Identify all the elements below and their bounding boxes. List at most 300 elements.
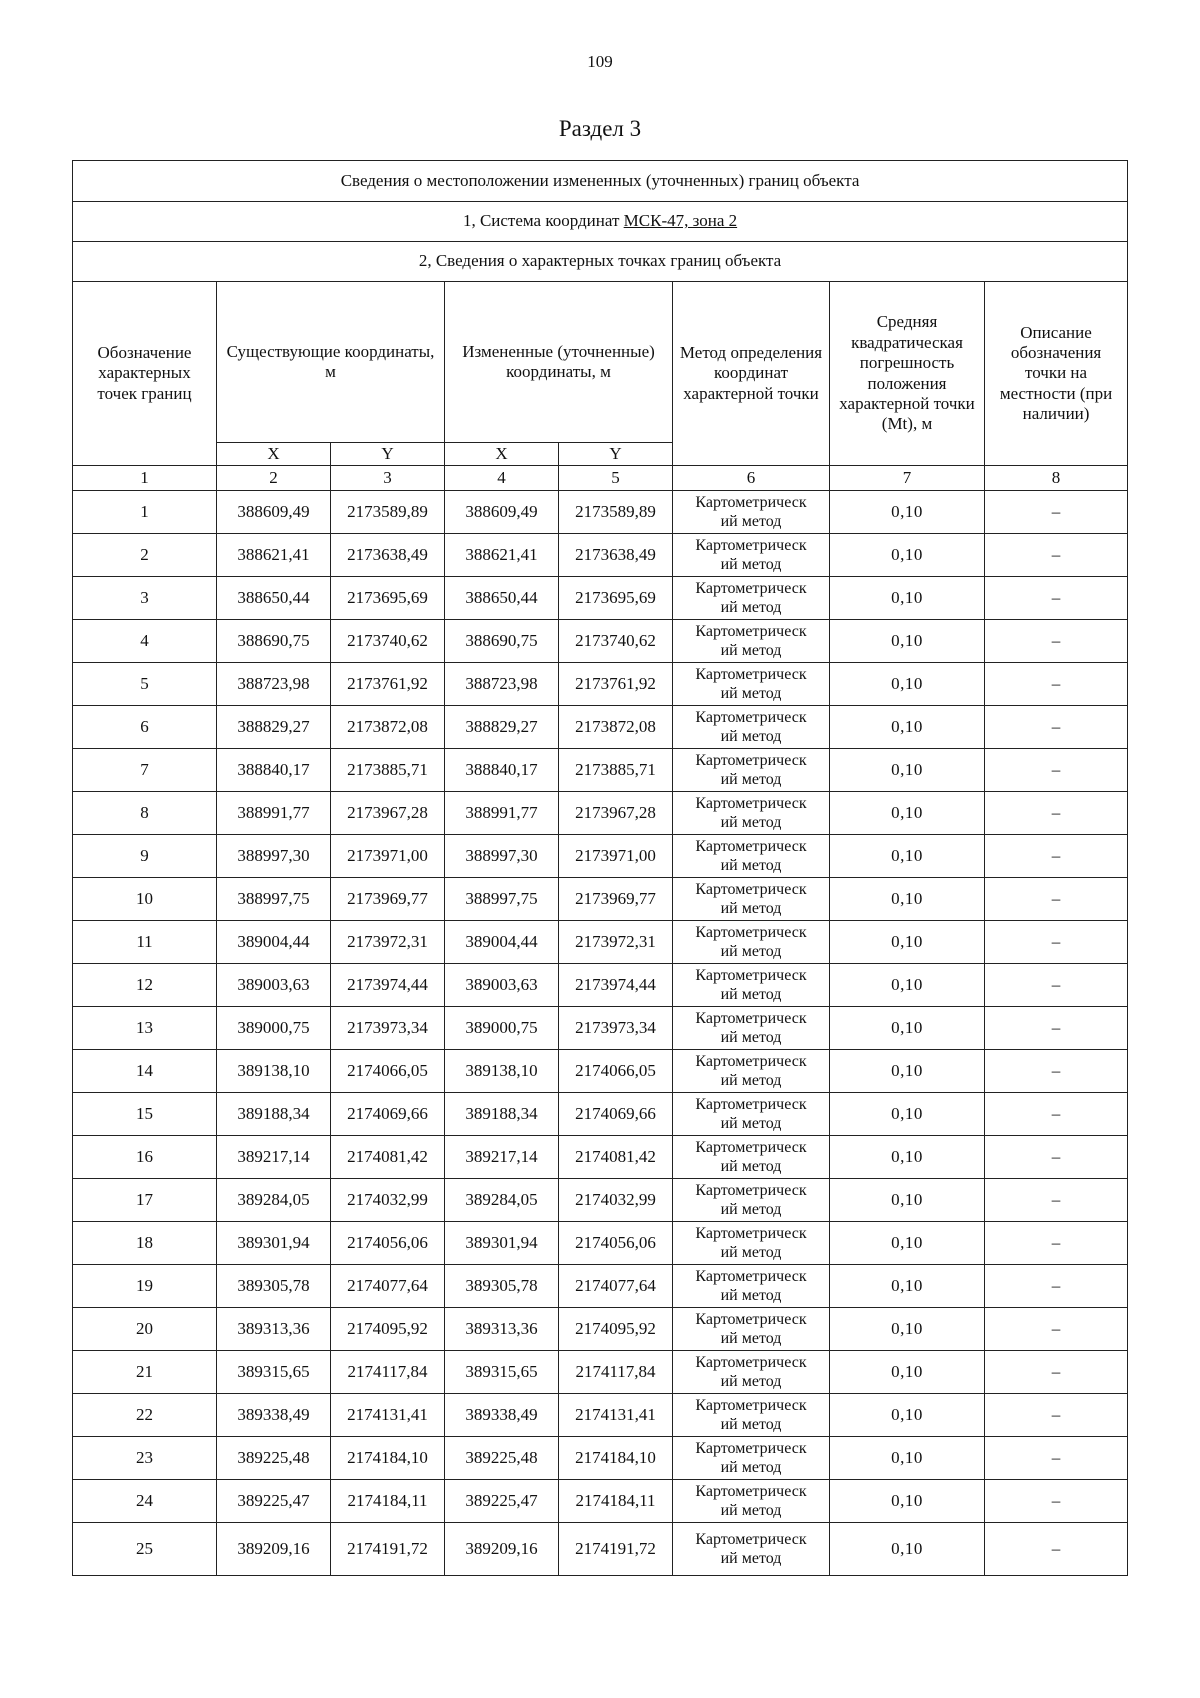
changed-y: 2174077,64 <box>559 1265 673 1308</box>
method-line-2: ий метод <box>720 771 782 788</box>
existing-y: 2174184,10 <box>331 1437 445 1480</box>
existing-x: 388997,75 <box>217 878 331 921</box>
mt-value: 0,10 <box>830 1523 985 1576</box>
method-line-1: Картометрическ <box>695 1138 807 1156</box>
changed-y: 2173971,00 <box>559 835 673 878</box>
point-description: – <box>985 577 1128 620</box>
point-number: 21 <box>73 1351 217 1394</box>
existing-x: 388723,98 <box>217 663 331 706</box>
header-changed-y: Y <box>559 443 673 466</box>
coord-system-value: МСК-47, зона 2 <box>623 211 738 231</box>
existing-x: 388690,75 <box>217 620 331 663</box>
method-cell <box>673 921 830 964</box>
method-line-1: Картометрическ <box>695 751 807 769</box>
existing-y: 2174066,05 <box>331 1050 445 1093</box>
header-changed-coords: Измененные (уточненные) координаты, м <box>445 282 673 443</box>
point-description: – <box>985 964 1128 1007</box>
boundary-points-table <box>72 160 1128 1576</box>
point-description: – <box>985 1394 1128 1437</box>
method-cell <box>673 577 830 620</box>
coord-system-row <box>73 202 1128 242</box>
table-row <box>73 663 1128 706</box>
column-number: 7 <box>830 466 985 491</box>
changed-y: 2173589,89 <box>559 491 673 534</box>
existing-x: 388997,30 <box>217 835 331 878</box>
method-line-1: Картометрическ <box>695 493 807 511</box>
method-cell <box>673 1050 830 1093</box>
point-description: – <box>985 1093 1128 1136</box>
method-line-1: Картометрическ <box>695 1224 807 1242</box>
mt-value: 0,10 <box>830 1351 985 1394</box>
point-number: 18 <box>73 1222 217 1265</box>
method-line-2: ий метод <box>720 1550 782 1567</box>
table-row <box>73 964 1128 1007</box>
method-line-2: ий метод <box>720 1072 782 1089</box>
existing-x: 388840,17 <box>217 749 331 792</box>
method-line-1: Картометрическ <box>695 1530 807 1548</box>
existing-x: 388829,27 <box>217 706 331 749</box>
method-cell <box>673 792 830 835</box>
table-row <box>73 577 1128 620</box>
table-row <box>73 620 1128 663</box>
method-cell <box>673 1351 830 1394</box>
changed-x: 389000,75 <box>445 1007 559 1050</box>
method-cell <box>673 1480 830 1523</box>
existing-y: 2174056,06 <box>331 1222 445 1265</box>
table-row <box>73 921 1128 964</box>
method-line-1: Картометрическ <box>695 1267 807 1285</box>
point-number: 8 <box>73 792 217 835</box>
method-line-1: Картометрическ <box>695 837 807 855</box>
existing-y: 2173972,31 <box>331 921 445 964</box>
mt-value: 0,10 <box>830 663 985 706</box>
method-line-2: ий метод <box>720 1416 782 1433</box>
method-line-1: Картометрическ <box>695 1181 807 1199</box>
existing-y: 2174095,92 <box>331 1308 445 1351</box>
mt-value: 0,10 <box>830 878 985 921</box>
method-line-1: Картометрическ <box>695 1439 807 1457</box>
changed-x: 388723,98 <box>445 663 559 706</box>
mt-value: 0,10 <box>830 706 985 749</box>
point-description: – <box>985 1480 1128 1523</box>
point-number: 5 <box>73 663 217 706</box>
existing-y: 2173589,89 <box>331 491 445 534</box>
method-line-2: ий метод <box>720 943 782 960</box>
point-number: 25 <box>73 1523 217 1576</box>
changed-y: 2174184,10 <box>559 1437 673 1480</box>
mt-value: 0,10 <box>830 1007 985 1050</box>
method-line-1: Картометрическ <box>695 880 807 898</box>
point-number: 14 <box>73 1050 217 1093</box>
table-row <box>73 792 1128 835</box>
method-line-2: ий метод <box>720 857 782 874</box>
mt-value: 0,10 <box>830 1093 985 1136</box>
method-line-2: ий метод <box>720 1158 782 1175</box>
point-description: – <box>985 921 1128 964</box>
changed-y: 2173967,28 <box>559 792 673 835</box>
changed-x: 388840,17 <box>445 749 559 792</box>
table-row <box>73 534 1128 577</box>
table-row <box>73 1523 1128 1576</box>
method-line-1: Картометрическ <box>695 794 807 812</box>
existing-y: 2174131,41 <box>331 1394 445 1437</box>
header-designation: Обозначение характерных точек границ <box>73 282 217 466</box>
column-numbers-row <box>73 466 1128 491</box>
method-line-1: Картометрическ <box>695 1310 807 1328</box>
existing-x: 389188,34 <box>217 1093 331 1136</box>
point-description: – <box>985 491 1128 534</box>
point-number: 10 <box>73 878 217 921</box>
existing-y: 2174081,42 <box>331 1136 445 1179</box>
changed-x: 388650,44 <box>445 577 559 620</box>
table-row <box>73 1308 1128 1351</box>
mt-value: 0,10 <box>830 1394 985 1437</box>
changed-x: 388690,75 <box>445 620 559 663</box>
method-line-2: ий метод <box>720 728 782 745</box>
existing-y: 2173973,34 <box>331 1007 445 1050</box>
method-line-2: ий метод <box>720 556 782 573</box>
existing-x: 388991,77 <box>217 792 331 835</box>
column-number: 2 <box>217 466 331 491</box>
header-mt: Средняя квадратическая погрешность положения характерной точки (Mt), м <box>830 282 985 466</box>
mt-value: 0,10 <box>830 1222 985 1265</box>
mt-value: 0,10 <box>830 1179 985 1222</box>
method-cell <box>673 663 830 706</box>
existing-x: 389301,94 <box>217 1222 331 1265</box>
mt-value: 0,10 <box>830 921 985 964</box>
changed-y: 2174117,84 <box>559 1351 673 1394</box>
point-number: 24 <box>73 1480 217 1523</box>
existing-y: 2174184,11 <box>331 1480 445 1523</box>
page-number: 109 <box>587 52 613 71</box>
method-line-2: ий метод <box>720 1029 782 1046</box>
existing-x: 389217,14 <box>217 1136 331 1179</box>
points-section-title: 2, Сведения о характерных точках границ объекта <box>73 242 1128 282</box>
mt-value: 0,10 <box>830 964 985 1007</box>
method-cell <box>673 1265 830 1308</box>
method-line-2: ий метод <box>720 1502 782 1519</box>
point-description: – <box>985 749 1128 792</box>
column-number: 3 <box>331 466 445 491</box>
changed-y: 2173885,71 <box>559 749 673 792</box>
mt-value: 0,10 <box>830 749 985 792</box>
method-cell <box>673 1179 830 1222</box>
point-number: 4 <box>73 620 217 663</box>
header-changed-x: X <box>445 443 559 466</box>
changed-x: 389188,34 <box>445 1093 559 1136</box>
changed-y: 2173973,34 <box>559 1007 673 1050</box>
changed-x: 389003,63 <box>445 964 559 1007</box>
method-cell <box>673 1437 830 1480</box>
method-line-1: Картометрическ <box>695 923 807 941</box>
table-row <box>73 1050 1128 1093</box>
point-description: – <box>985 835 1128 878</box>
changed-x: 389225,47 <box>445 1480 559 1523</box>
mt-value: 0,10 <box>830 1308 985 1351</box>
method-cell <box>673 1523 830 1576</box>
changed-y: 2173872,08 <box>559 706 673 749</box>
header-existing-y: Y <box>331 443 445 466</box>
point-description: – <box>985 1136 1128 1179</box>
point-number: 20 <box>73 1308 217 1351</box>
method-line-2: ий метод <box>720 1330 782 1347</box>
existing-y: 2174077,64 <box>331 1265 445 1308</box>
point-description: – <box>985 1437 1128 1480</box>
existing-y: 2174032,99 <box>331 1179 445 1222</box>
existing-y: 2173740,62 <box>331 620 445 663</box>
point-description: – <box>985 1308 1128 1351</box>
method-line-1: Картометрическ <box>695 1095 807 1113</box>
mt-value: 0,10 <box>830 792 985 835</box>
method-line-1: Картометрическ <box>695 665 807 683</box>
existing-x: 389138,10 <box>217 1050 331 1093</box>
existing-x: 389209,16 <box>217 1523 331 1576</box>
existing-x: 389313,36 <box>217 1308 331 1351</box>
changed-x: 389004,44 <box>445 921 559 964</box>
mt-value: 0,10 <box>830 1136 985 1179</box>
changed-x: 389225,48 <box>445 1437 559 1480</box>
table-row <box>73 1351 1128 1394</box>
changed-y: 2174191,72 <box>559 1523 673 1576</box>
header-description: Описание обозначения точки на местности (при наличии) <box>985 282 1128 466</box>
point-description: – <box>985 1222 1128 1265</box>
changed-y: 2173974,44 <box>559 964 673 1007</box>
table-row <box>73 491 1128 534</box>
method-line-1: Картометрическ <box>695 1009 807 1027</box>
changed-y: 2174081,42 <box>559 1136 673 1179</box>
point-number: 3 <box>73 577 217 620</box>
point-description: – <box>985 1179 1128 1222</box>
existing-x: 389315,65 <box>217 1351 331 1394</box>
point-number: 15 <box>73 1093 217 1136</box>
point-description: – <box>985 620 1128 663</box>
method-line-1: Картометрическ <box>695 579 807 597</box>
existing-x: 389305,78 <box>217 1265 331 1308</box>
mt-value: 0,10 <box>830 620 985 663</box>
point-description: – <box>985 1351 1128 1394</box>
method-line-2: ий метод <box>720 986 782 1003</box>
point-description: – <box>985 663 1128 706</box>
mt-value: 0,10 <box>830 534 985 577</box>
method-line-2: ий метод <box>720 1201 782 1218</box>
existing-x: 388609,49 <box>217 491 331 534</box>
point-number: 16 <box>73 1136 217 1179</box>
point-description: – <box>985 792 1128 835</box>
existing-y: 2174117,84 <box>331 1351 445 1394</box>
method-cell <box>673 620 830 663</box>
changed-x: 389284,05 <box>445 1179 559 1222</box>
method-line-2: ий метод <box>720 685 782 702</box>
method-line-2: ий метод <box>720 1287 782 1304</box>
header-existing-coords: Существующие координаты, м <box>217 282 445 443</box>
method-line-1: Картометрическ <box>695 1482 807 1500</box>
point-description: – <box>985 534 1128 577</box>
point-description: – <box>985 1050 1128 1093</box>
method-line-2: ий метод <box>720 1115 782 1132</box>
point-description: – <box>985 1007 1128 1050</box>
changed-x: 389301,94 <box>445 1222 559 1265</box>
column-number: 6 <box>673 466 830 491</box>
column-number: 8 <box>985 466 1128 491</box>
point-description: – <box>985 878 1128 921</box>
table-row <box>73 1136 1128 1179</box>
table-row <box>73 1179 1128 1222</box>
changed-y: 2173761,92 <box>559 663 673 706</box>
changed-x: 389209,16 <box>445 1523 559 1576</box>
method-cell <box>673 1222 830 1265</box>
method-line-2: ий метод <box>720 599 782 616</box>
mt-value: 0,10 <box>830 1480 985 1523</box>
changed-y: 2173972,31 <box>559 921 673 964</box>
existing-x: 389225,48 <box>217 1437 331 1480</box>
method-cell <box>673 534 830 577</box>
existing-y: 2174069,66 <box>331 1093 445 1136</box>
changed-x: 388997,75 <box>445 878 559 921</box>
column-number: 5 <box>559 466 673 491</box>
method-cell <box>673 835 830 878</box>
column-number: 4 <box>445 466 559 491</box>
changed-y: 2173740,62 <box>559 620 673 663</box>
existing-y: 2173695,69 <box>331 577 445 620</box>
method-line-2: ий метод <box>720 814 782 831</box>
method-cell <box>673 964 830 1007</box>
coord-system-prefix: 1, Система координат <box>462 211 624 231</box>
table-row <box>73 706 1128 749</box>
method-line-1: Картометрическ <box>695 1052 807 1070</box>
changed-y: 2174095,92 <box>559 1308 673 1351</box>
existing-x: 388650,44 <box>217 577 331 620</box>
point-number: 1 <box>73 491 217 534</box>
changed-x: 388997,30 <box>445 835 559 878</box>
point-number: 2 <box>73 534 217 577</box>
changed-x: 389305,78 <box>445 1265 559 1308</box>
point-number: 22 <box>73 1394 217 1437</box>
method-line-2: ий метод <box>720 1459 782 1476</box>
point-description: – <box>985 1265 1128 1308</box>
changed-y: 2173969,77 <box>559 878 673 921</box>
point-number: 9 <box>73 835 217 878</box>
header-method: Метод определения координат характерной точки <box>673 282 830 466</box>
existing-x: 389284,05 <box>217 1179 331 1222</box>
point-description: – <box>985 706 1128 749</box>
point-number: 6 <box>73 706 217 749</box>
changed-y: 2174032,99 <box>559 1179 673 1222</box>
changed-y: 2174056,06 <box>559 1222 673 1265</box>
table-row <box>73 835 1128 878</box>
changed-y: 2174131,41 <box>559 1394 673 1437</box>
method-line-2: ий метод <box>720 900 782 917</box>
method-cell <box>673 706 830 749</box>
method-line-2: ий метод <box>720 1373 782 1390</box>
existing-x: 389225,47 <box>217 1480 331 1523</box>
existing-y: 2173872,08 <box>331 706 445 749</box>
existing-x: 389004,44 <box>217 921 331 964</box>
existing-y: 2173885,71 <box>331 749 445 792</box>
point-number: 23 <box>73 1437 217 1480</box>
method-cell <box>673 1093 830 1136</box>
header-existing-x: X <box>217 443 331 466</box>
changed-x: 389338,49 <box>445 1394 559 1437</box>
method-cell <box>673 878 830 921</box>
changed-x: 388621,41 <box>445 534 559 577</box>
method-line-1: Картометрическ <box>695 708 807 726</box>
point-description: – <box>985 1523 1128 1576</box>
existing-x: 389003,63 <box>217 964 331 1007</box>
changed-y: 2174066,05 <box>559 1050 673 1093</box>
existing-y: 2174191,72 <box>331 1523 445 1576</box>
table-row <box>73 878 1128 921</box>
existing-y: 2173967,28 <box>331 792 445 835</box>
changed-y: 2174184,11 <box>559 1480 673 1523</box>
existing-y: 2173971,00 <box>331 835 445 878</box>
method-cell <box>673 1308 830 1351</box>
method-cell <box>673 1007 830 1050</box>
existing-y: 2173638,49 <box>331 534 445 577</box>
method-line-2: ий метод <box>720 513 782 530</box>
existing-y: 2173969,77 <box>331 878 445 921</box>
method-cell <box>673 1394 830 1437</box>
point-number: 17 <box>73 1179 217 1222</box>
method-cell <box>673 491 830 534</box>
point-number: 13 <box>73 1007 217 1050</box>
changed-y: 2173638,49 <box>559 534 673 577</box>
table-caption: Сведения о местоположении измененных (уточненных) границ объекта <box>73 161 1128 202</box>
method-line-1: Картометрическ <box>695 1396 807 1414</box>
point-number: 11 <box>73 921 217 964</box>
changed-x: 388829,27 <box>445 706 559 749</box>
existing-x: 389000,75 <box>217 1007 331 1050</box>
mt-value: 0,10 <box>830 835 985 878</box>
section-title: Раздел 3 <box>558 116 642 141</box>
table-row <box>73 1007 1128 1050</box>
table-row <box>73 1480 1128 1523</box>
changed-x: 389315,65 <box>445 1351 559 1394</box>
table-row <box>73 1222 1128 1265</box>
point-number: 12 <box>73 964 217 1007</box>
method-cell <box>673 749 830 792</box>
changed-x: 389217,14 <box>445 1136 559 1179</box>
existing-y: 2173761,92 <box>331 663 445 706</box>
mt-value: 0,10 <box>830 491 985 534</box>
method-line-1: Картометрическ <box>695 622 807 640</box>
changed-x: 389313,36 <box>445 1308 559 1351</box>
method-line-1: Картометрическ <box>695 1353 807 1371</box>
table-row <box>73 749 1128 792</box>
point-number: 7 <box>73 749 217 792</box>
existing-x: 388621,41 <box>217 534 331 577</box>
mt-value: 0,10 <box>830 1050 985 1093</box>
mt-value: 0,10 <box>830 577 985 620</box>
existing-y: 2173974,44 <box>331 964 445 1007</box>
table-row <box>73 1437 1128 1480</box>
method-line-1: Картометрическ <box>695 966 807 984</box>
method-line-1: Картометрическ <box>695 536 807 554</box>
table-row <box>73 1265 1128 1308</box>
changed-y: 2174069,66 <box>559 1093 673 1136</box>
existing-x: 389338,49 <box>217 1394 331 1437</box>
changed-x: 388991,77 <box>445 792 559 835</box>
changed-y: 2173695,69 <box>559 577 673 620</box>
column-number: 1 <box>73 466 217 491</box>
method-line-2: ий метод <box>720 1244 782 1261</box>
mt-value: 0,10 <box>830 1265 985 1308</box>
table-row <box>73 1394 1128 1437</box>
changed-x: 389138,10 <box>445 1050 559 1093</box>
point-number: 19 <box>73 1265 217 1308</box>
table-row <box>73 1093 1128 1136</box>
method-line-2: ий метод <box>720 642 782 659</box>
method-cell <box>673 1136 830 1179</box>
